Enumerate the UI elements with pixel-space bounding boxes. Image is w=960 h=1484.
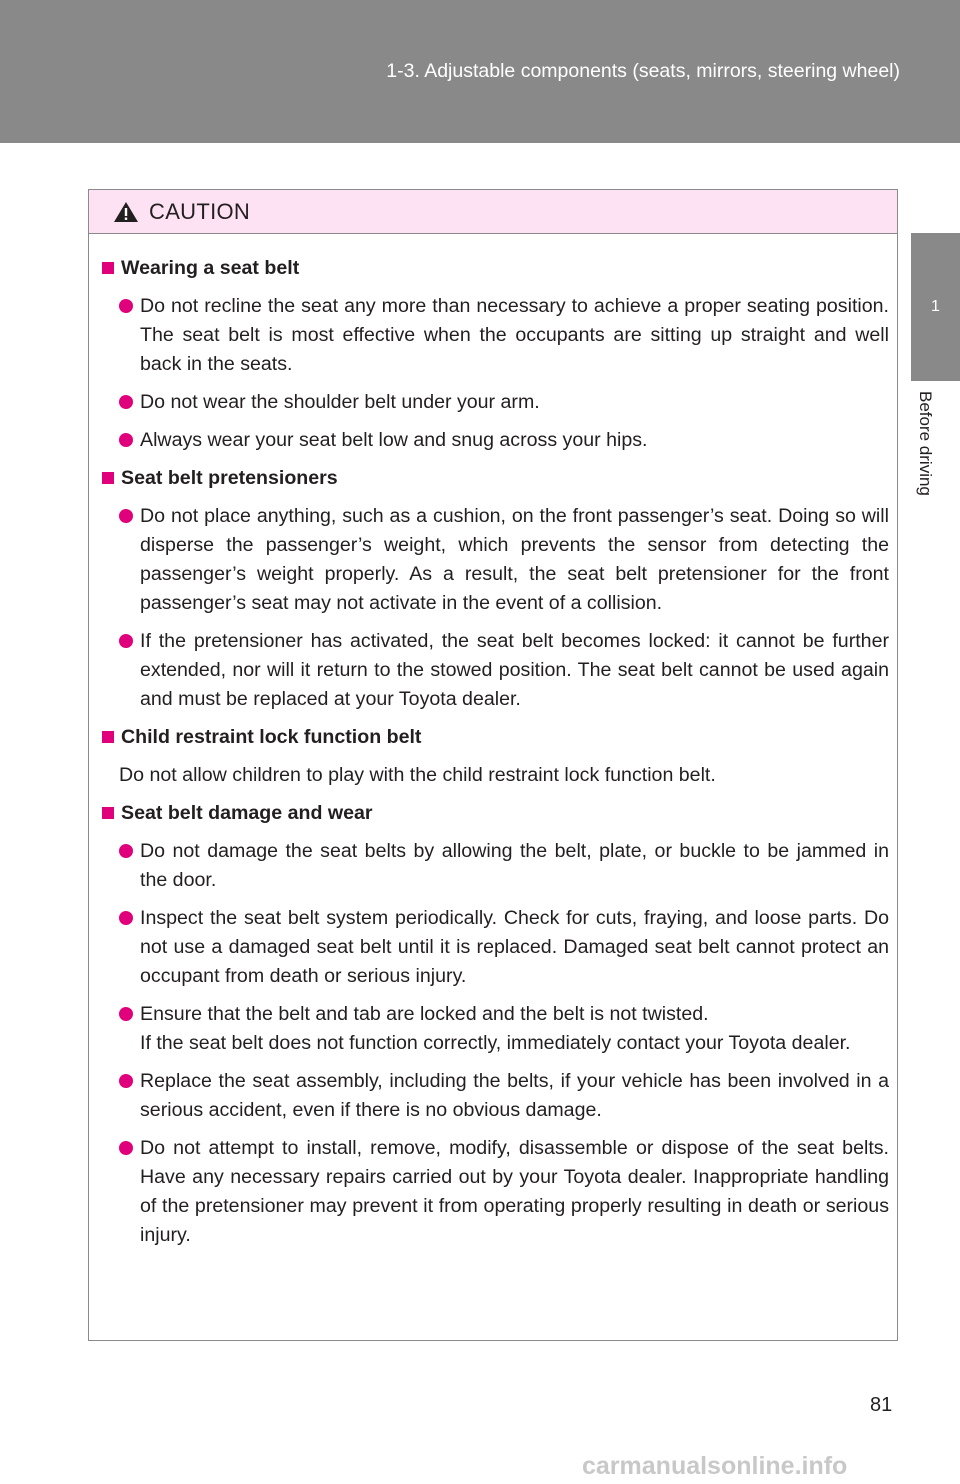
caution-header: [89, 190, 897, 234]
circle-bullet-icon: [119, 1074, 133, 1088]
circle-bullet-icon: [119, 509, 133, 523]
list-item: Do not attempt to install, remove, modify, disassemble or dispose of the seat belts. Have any necessary repairs carried out by your Toyota dealer. Inappropriate handling of the pretensioner may prevent it from operating properly resulting in death or serious injury.: [99, 1134, 889, 1250]
square-bullet-icon: [102, 262, 114, 274]
circle-bullet-icon: [119, 844, 133, 858]
square-bullet-icon: [102, 472, 114, 484]
circle-bullet-icon: [119, 433, 133, 447]
circle-bullet-icon: [119, 395, 133, 409]
page-number: 81: [870, 1394, 893, 1416]
section-heading: Child restraint lock function belt: [99, 723, 889, 752]
chapter-tab-label: [911, 381, 960, 541]
chapter-tab-label-text: Before driving: [916, 391, 935, 496]
circle-bullet-icon: [119, 634, 133, 648]
list-item: Do not place anything, such as a cushion, on the front passenger’s seat. Doing so will disperse the passenger’s weight, which prevents the sensor from detecting the passenger’s weight properly. As a result, the seat belt pretensioner for the front passenger’s seat may not activate in the event of a collision.: [99, 502, 889, 618]
list-item: Ensure that the belt and tab are locked and the belt is not twisted. If the seat belt does not function correctly, immediately contact your Toyota dealer.: [99, 1000, 889, 1058]
chapter-tab-number: 1: [911, 233, 960, 381]
warning-triangle-icon: [113, 201, 139, 223]
square-bullet-icon: [102, 807, 114, 819]
section-heading: Seat belt damage and wear: [99, 799, 889, 828]
list-item: Inspect the seat belt system periodically. Check for cuts, fraying, and loose parts. Do not use a damaged seat belt until it is replaced. Damaged seat belt cannot protect an occupant from death or serious injury.: [99, 904, 889, 991]
section-text: Do not allow children to play with the child restraint lock function belt.: [119, 764, 716, 786]
watermark: carmanualsonline.info: [582, 1452, 848, 1480]
section-header-title: 1-3. Adjustable components (seats, mirrors, steering wheel): [386, 60, 900, 82]
circle-bullet-icon: [119, 1141, 133, 1155]
section-heading: Seat belt pretensioners: [99, 464, 889, 493]
list-item: Replace the seat assembly, including the belts, if your vehicle has been involved in a serious accident, even if there is no obvious damage.: [99, 1067, 889, 1125]
header-band: [0, 0, 960, 143]
circle-bullet-icon: [119, 1007, 133, 1021]
list-item: Do not recline the seat any more than necessary to achieve a proper seating position. The seat belt is most effective when the occupants are sitting up straight and well back in the seats.: [99, 292, 889, 379]
section-heading: Wearing a seat belt: [99, 254, 889, 283]
caution-title: CAUTION: [149, 198, 251, 224]
square-bullet-icon: [102, 731, 114, 743]
caution-box: [88, 189, 898, 1341]
list-item: Do not wear the shoulder belt under your arm.: [99, 388, 889, 417]
circle-bullet-icon: [119, 911, 133, 925]
circle-bullet-icon: [119, 299, 133, 313]
list-item: If the pretensioner has activated, the seat belt becomes locked: it cannot be further extended, nor will it return to the stowed position. The seat belt cannot be used again and must be replaced at your Toyota dealer.: [99, 627, 889, 714]
list-item: Do not damage the seat belts by allowing the belt, plate, or buckle to be jammed in the door.: [99, 837, 889, 895]
list-item: Always wear your seat belt low and snug across your hips.: [99, 426, 889, 455]
caution-content: [99, 254, 889, 1259]
